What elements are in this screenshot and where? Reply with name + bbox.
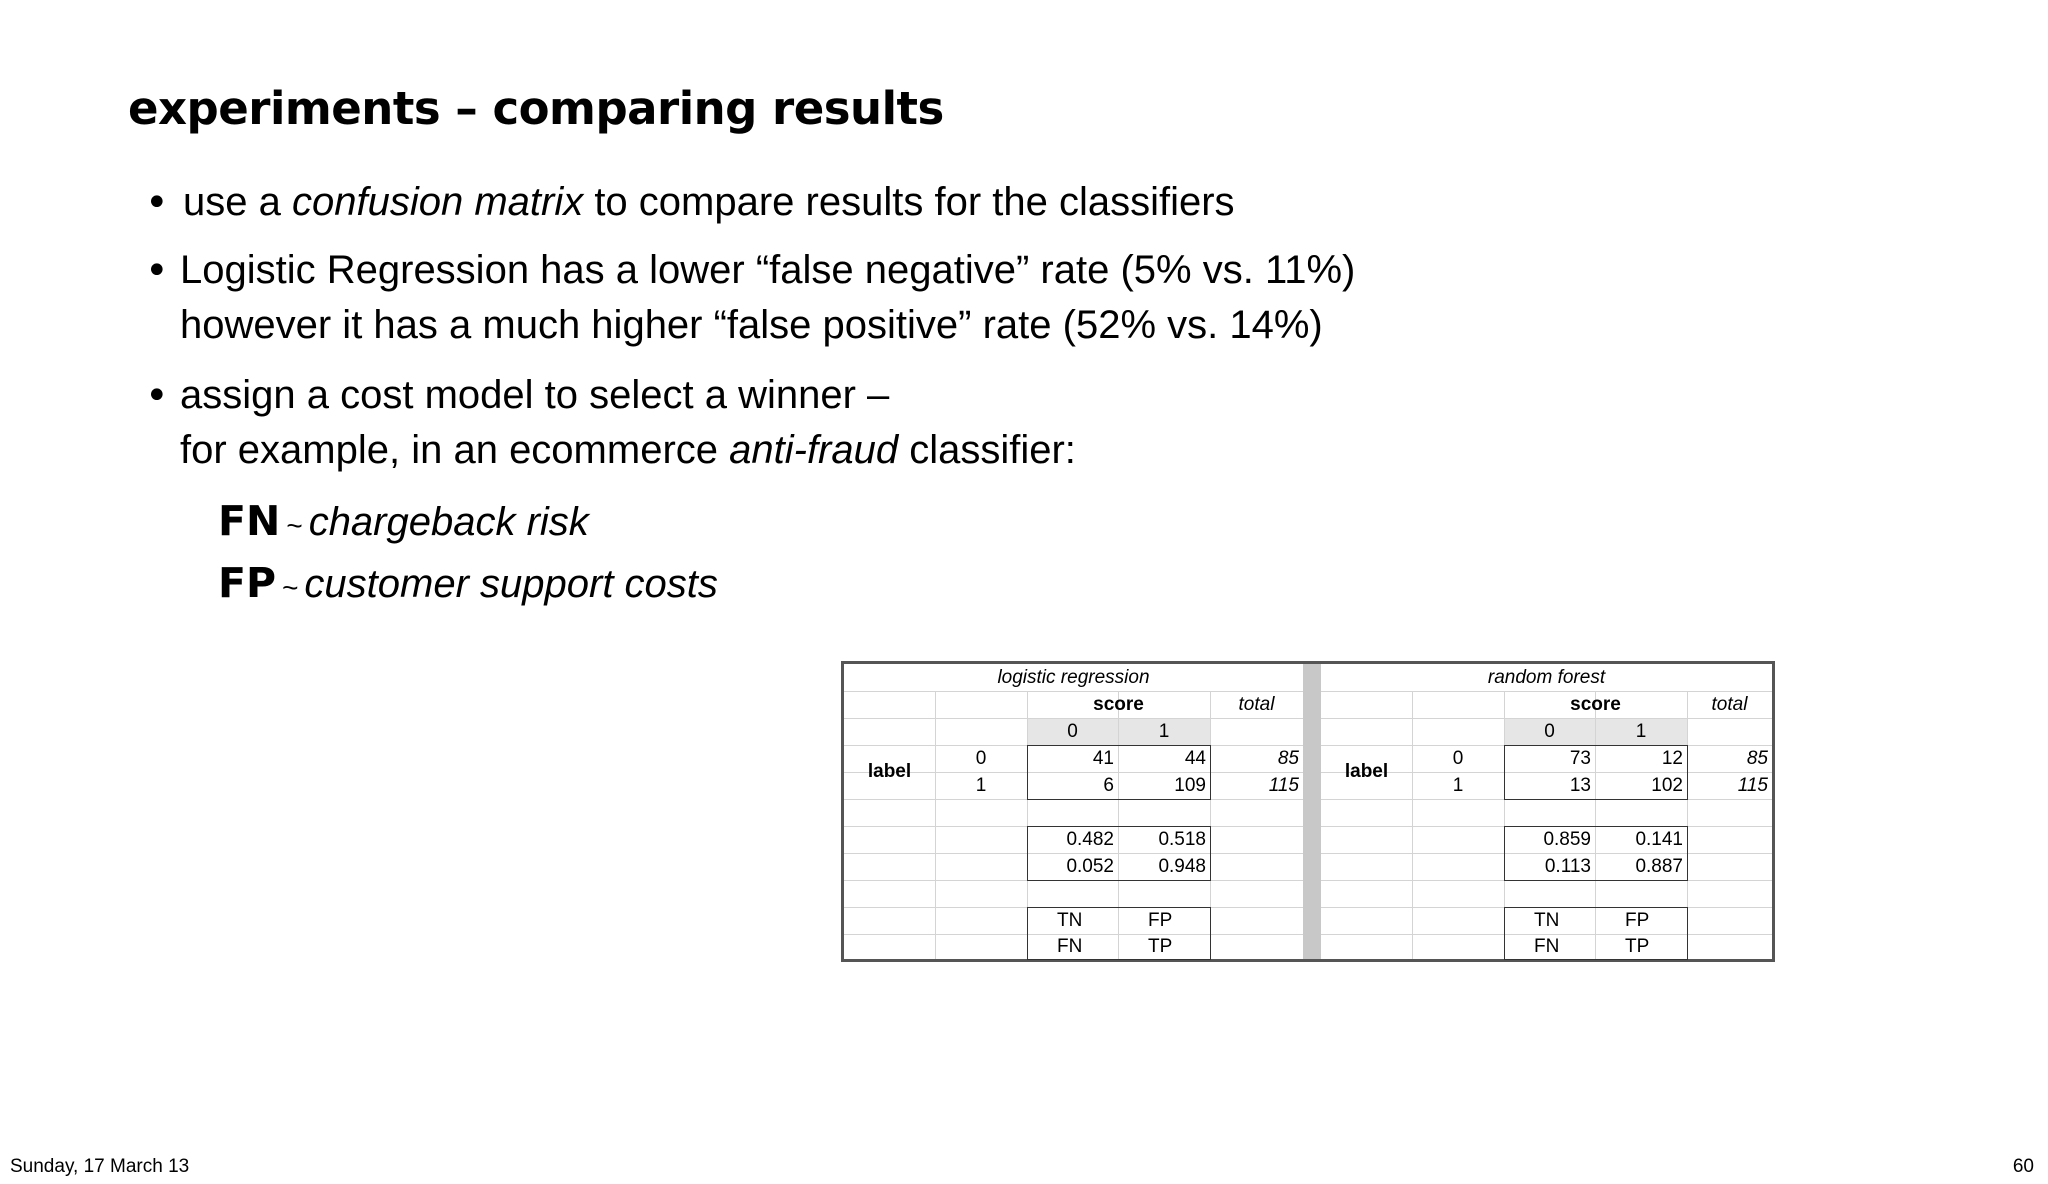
rate-cell: 0.052 (1066, 856, 1114, 877)
row-header-0: 0 (1452, 748, 1464, 769)
total-header: total (1238, 694, 1275, 715)
cost-fp (218, 559, 718, 607)
table-title: logistic regression (997, 667, 1150, 688)
logistic-regression-table (844, 664, 1303, 959)
bullet-1-text (183, 180, 1235, 225)
bullet-1-emphasis: confusion matrix (291, 180, 584, 224)
count-cell: 13 (1569, 775, 1591, 796)
bullet-1-pre: use a (183, 180, 292, 224)
total-cell: 115 (1737, 775, 1768, 796)
cost-fn-desc: chargeback risk (308, 500, 589, 544)
key-cell: TN (1534, 910, 1560, 931)
total-cell: 85 (1746, 748, 1768, 769)
page-number: 60 (2012, 1156, 2034, 1177)
tilde: ~ (286, 510, 303, 541)
cost-fp-abbr: FP (218, 559, 277, 607)
rate-cell: 0.482 (1066, 829, 1114, 850)
table-title: random forest (1487, 667, 1606, 688)
key-cell: FP (1148, 910, 1173, 931)
rate-cell: 0.518 (1158, 829, 1206, 850)
bullet-3-line-1: assign a cost model to select a winner – (180, 373, 890, 417)
bullet-3-emphasis: anti-fraud (729, 428, 899, 472)
bullet-3-post: classifier: (898, 428, 1076, 472)
key-cell: FN (1534, 936, 1560, 957)
row-header-0: 0 (975, 748, 987, 769)
key-cell: FP (1625, 910, 1650, 931)
footer-date: Sunday, 17 March 13 (10, 1156, 190, 1177)
bullet-dot: • (145, 373, 169, 419)
confusion-matrix-sheet (841, 661, 1775, 962)
rate-cell: 0.948 (1158, 856, 1206, 877)
slide-title: experiments – comparing results (128, 82, 944, 135)
score-header: score (1570, 694, 1621, 715)
row-label-header: label (867, 761, 912, 782)
bullet-2-line-2: however it has a much higher “false positive” rate (52% vs. 14%) (180, 303, 1323, 347)
rate-cell: 0.113 (1544, 856, 1591, 877)
rate-cell: 0.887 (1635, 856, 1683, 877)
random-forest-table (1321, 664, 1772, 959)
cost-fn (218, 497, 589, 545)
col-header-0: 0 (1544, 721, 1555, 742)
key-cell: TN (1057, 910, 1083, 931)
rate-cell: 0.141 (1635, 829, 1683, 850)
score-header: score (1093, 694, 1144, 715)
key-cell: TP (1625, 936, 1650, 957)
key-cell: FN (1057, 936, 1083, 957)
bullet-3-pre: for example, in an ecommerce (180, 428, 730, 472)
rate-cell: 0.859 (1543, 829, 1591, 850)
row-label-header: label (1344, 761, 1389, 782)
row-header-1: 1 (1452, 775, 1464, 796)
count-cell: 41 (1092, 748, 1114, 769)
cost-fp-desc: customer support costs (304, 562, 718, 606)
count-cell: 102 (1651, 775, 1683, 796)
col-header-1: 1 (1635, 721, 1647, 742)
count-cell: 109 (1174, 775, 1206, 796)
count-cell: 6 (1103, 775, 1114, 796)
bullet-1-post: to compare results for the classifiers (583, 180, 1235, 224)
tilde: ~ (282, 572, 299, 603)
count-cell: 44 (1184, 748, 1206, 769)
count-cell: 12 (1661, 748, 1683, 769)
cost-fn-abbr: FN (218, 497, 281, 545)
total-header: total (1711, 694, 1748, 715)
row-header-1: 1 (975, 775, 987, 796)
bullet-dot: • (145, 180, 169, 226)
total-cell: 115 (1268, 775, 1299, 796)
bullet-3-line-2 (180, 428, 1076, 473)
count-cell: 73 (1569, 748, 1591, 769)
col-header-0: 0 (1067, 721, 1078, 742)
bullet-dot: • (145, 248, 169, 294)
col-header-1: 1 (1158, 721, 1170, 742)
key-cell: TP (1148, 936, 1173, 957)
column-divider (1303, 664, 1321, 959)
total-cell: 85 (1277, 748, 1299, 769)
bullet-2-line-1: Logistic Regression has a lower “false negative” rate (5% vs. 11%) (180, 248, 1356, 292)
